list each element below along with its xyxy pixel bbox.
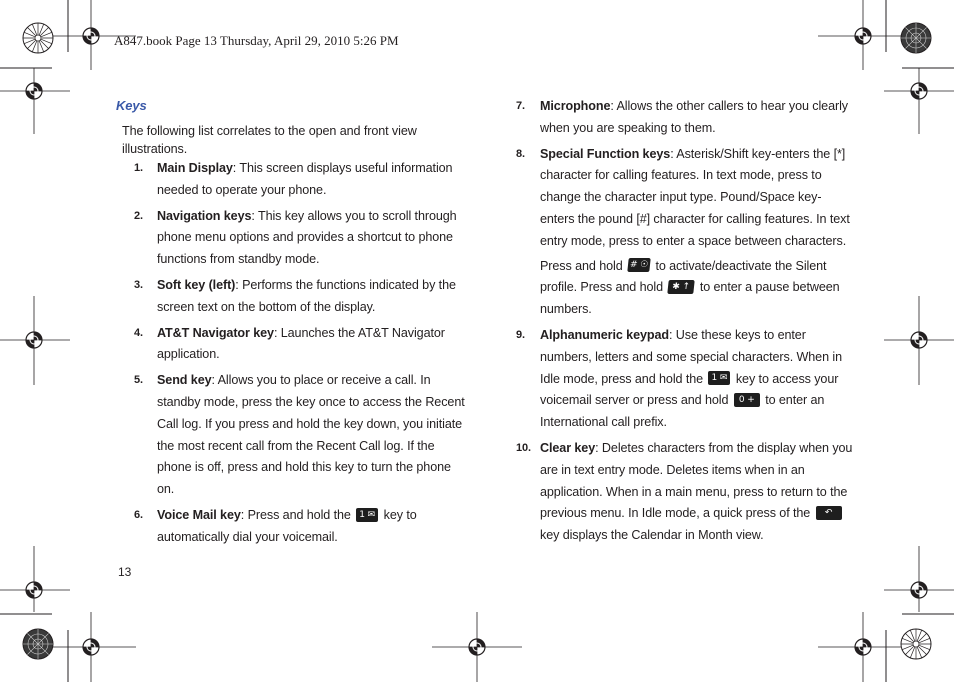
intro-paragraph: The following list correlates to the open and front view illustrations. xyxy=(122,124,417,156)
voicemail-key-icon: 1 ✉ xyxy=(356,508,378,522)
item-text: to enter an International call prefix. xyxy=(540,393,825,430)
one-key-icon: 1 ✉ xyxy=(708,371,730,385)
item-number: 10. xyxy=(516,441,531,454)
item-text: : Press and hold the xyxy=(240,507,351,522)
section-title: Keys xyxy=(116,98,147,113)
left-column xyxy=(116,96,468,553)
item-term: Soft key (left) xyxy=(157,277,236,292)
item-text: key to access your voicemail server or press and hold xyxy=(540,371,839,408)
item-number: 1. xyxy=(134,162,143,174)
item-term: Navigation keys xyxy=(157,208,252,223)
item-text: to activate/deactivate the Silent profile. Press and hold xyxy=(540,258,827,295)
item-number: 9. xyxy=(516,328,525,341)
item-number: 4. xyxy=(134,326,143,339)
list-item xyxy=(116,323,468,367)
list-item xyxy=(116,158,468,202)
pound-key-icon: # ☉ xyxy=(627,258,650,272)
item-number: 3. xyxy=(134,278,143,291)
list-item xyxy=(116,505,468,549)
zero-key-icon: 0 + xyxy=(734,393,760,407)
item-term: Main Display xyxy=(157,161,233,175)
item-text: : Allows the other callers to hear you clearly when you are speaking to them. xyxy=(540,99,848,135)
item-term: AT&T Navigator key xyxy=(157,325,274,340)
item-text: Press and hold xyxy=(540,258,623,273)
item-text: : Allows you to place or receive a call. In standby mode, press the key once to access the Recent Call log. If you press and hold the key down, you initiate the most recent call from the Recent Call log. If the phone is off, press and hold this key to turn the phone on. xyxy=(157,373,465,497)
list-item xyxy=(514,144,854,321)
item-term: Special Function keys xyxy=(540,146,671,161)
item-text: : Performs the functions indicated by the screen text on the bottom of the display. xyxy=(157,277,456,314)
item-text: key to automatically dial your voicemail. xyxy=(157,507,417,544)
item-text: to enter a pause between numbers. xyxy=(540,280,840,317)
item-term: Voice Mail key xyxy=(157,507,241,522)
item-term: Alphanumeric keypad xyxy=(540,327,669,342)
item-term: Microphone xyxy=(540,99,611,113)
keys-list-right xyxy=(514,96,854,547)
item-text: : Asterisk/Shift key-enters the [*] character for calling features. In text mode, press to change the character input type. Pound/Space key-enters the pound [#] character for calling features. In text entry mode, press to enter a space between characters. xyxy=(540,146,850,248)
item-term: Send key xyxy=(157,373,212,388)
list-item xyxy=(514,325,854,434)
list-item xyxy=(116,275,468,319)
item-term: Clear key xyxy=(540,440,596,455)
item-text: : Use these keys to enter numbers, letters and some special characters. When in Idle mode, press and hold the xyxy=(540,327,842,386)
item-number: 8. xyxy=(516,147,525,160)
item-number: 7. xyxy=(516,100,525,112)
keys-list-left xyxy=(116,158,468,549)
item-number: 5. xyxy=(134,374,143,387)
item-number: 6. xyxy=(134,508,143,521)
star-key-icon: ✱ ↑ xyxy=(668,280,695,294)
item-subparagraph xyxy=(540,256,854,321)
item-text: : This screen displays useful information needed to operate your phone. xyxy=(157,161,453,197)
item-text: : Launches the AT&T Navigator application. xyxy=(157,325,445,362)
item-text: key displays the Calendar in Month view. xyxy=(540,528,764,543)
book-header: A847.book Page 13 Thursday, April 29, 2010 5:26 PM xyxy=(114,33,399,48)
item-number: 2. xyxy=(134,209,143,222)
list-item xyxy=(116,206,468,271)
list-item xyxy=(514,96,854,140)
right-column xyxy=(514,96,854,551)
clear-key-icon: ↶ xyxy=(816,506,842,520)
item-text: : Deletes characters from the display when you are in text entry mode. Deletes items when in an application. When in a main menu, press to return to the previous menu. In Idle mode, a quick press of the xyxy=(540,440,853,521)
list-item xyxy=(514,438,854,547)
page-number: 13 xyxy=(118,565,132,579)
list-item xyxy=(116,370,468,501)
item-text: : This key allows you to scroll through phone menu options and provides a shortcut to phone functions from standby mode. xyxy=(157,208,457,267)
